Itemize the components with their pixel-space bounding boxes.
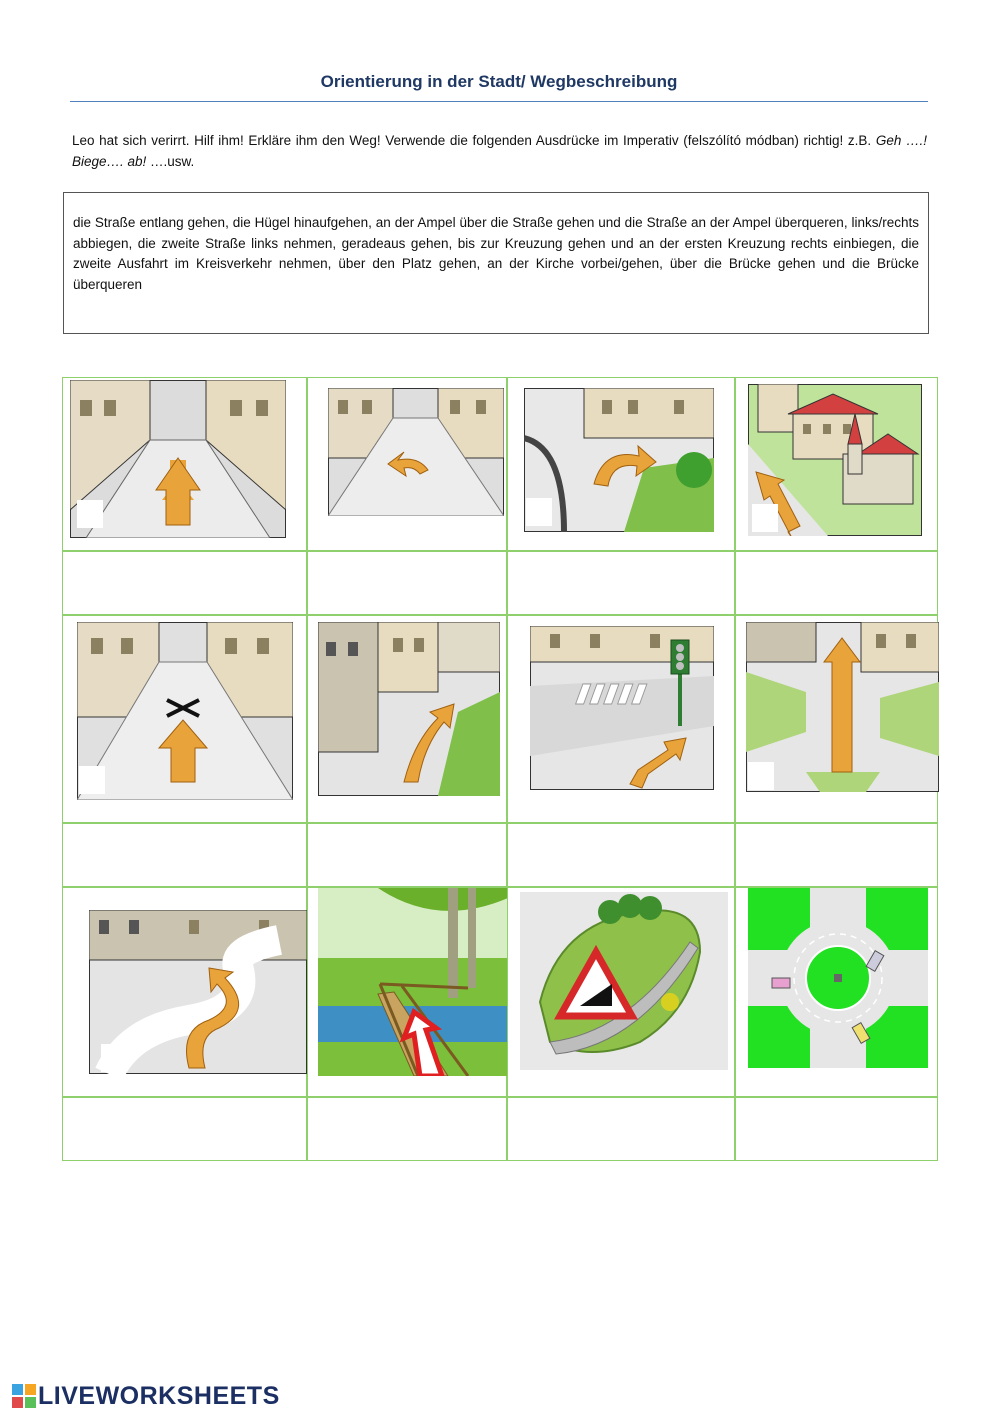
curve-right-picture <box>318 622 500 796</box>
picture-grid <box>62 377 938 1161</box>
picture-cell-1 <box>62 377 307 551</box>
picture-cell-9 <box>62 887 307 1097</box>
page-title: Orientierung in der Stadt/ Wegbeschreibung <box>320 72 678 91</box>
answer-field-3[interactable] <box>507 551 735 615</box>
roundabout-picture <box>748 888 928 1068</box>
answer-field-11[interactable] <box>507 1097 735 1161</box>
expressions-text: die Straße entlang gehen, die Hügel hinaufgehen, an der Ampel über die Straße gehen und die Straße an der Ampel überqueren, links/rechts abbiegen, die zweite Straße links nehmen, geradeaus gehen, bis zur Kreuzung gehen und an der ersten Kreuzung rechts einbiegen, die zweite Ausfahrt im Kreisverkehr nehmen, über den Platz gehen, an der Kirche vorbei/gehen, über die Brücke gehen und die Brücke überqueren <box>73 215 919 292</box>
answer-field-8[interactable] <box>735 823 938 887</box>
answer-field-9[interactable] <box>62 1097 307 1161</box>
answer-field-2[interactable] <box>307 551 507 615</box>
turn-left-picture <box>328 388 504 516</box>
liveworksheets-logo <box>12 1381 280 1411</box>
square-picture <box>746 622 939 792</box>
picture-cell-7 <box>507 615 735 823</box>
logo-brand-text: LIVEWORKSHEETS <box>38 1381 280 1410</box>
logo-blocks-icon <box>12 1384 36 1408</box>
instructions-tail: ….usw. <box>146 154 195 169</box>
checkbox-blank-3 <box>526 498 552 526</box>
crossroads-picture <box>77 622 293 800</box>
picture-cell-5 <box>62 615 307 823</box>
picture-cell-4 <box>735 377 938 551</box>
answer-field-10[interactable] <box>307 1097 507 1161</box>
picture-cell-2 <box>307 377 507 551</box>
expressions-box <box>63 192 929 334</box>
instructions-example: Geh ….! Biege…. ab! <box>72 133 927 169</box>
hill-sign-picture <box>520 892 728 1070</box>
checkbox-blank-5 <box>79 766 105 794</box>
picture-cell-8 <box>735 615 938 823</box>
answer-field-4[interactable] <box>735 551 938 615</box>
checkbox-blank-9 <box>101 1044 127 1072</box>
title-divider <box>70 101 928 102</box>
answer-field-1[interactable] <box>62 551 307 615</box>
bridge-picture <box>318 888 508 1076</box>
answer-field-6[interactable] <box>307 823 507 887</box>
checkbox-blank-1 <box>77 500 103 528</box>
picture-cell-12 <box>735 887 938 1097</box>
picture-cell-10 <box>307 887 507 1097</box>
picture-cell-11 <box>507 887 735 1097</box>
checkbox-blank-4 <box>752 504 778 532</box>
answer-field-12[interactable] <box>735 1097 938 1161</box>
instructions <box>72 130 927 172</box>
traffic-light-picture <box>530 626 714 790</box>
picture-cell-3 <box>507 377 735 551</box>
answer-field-5[interactable] <box>62 823 307 887</box>
checkbox-blank-8 <box>748 762 774 790</box>
answer-field-7[interactable] <box>507 823 735 887</box>
picture-cell-6 <box>307 615 507 823</box>
turn-right-picture <box>524 388 714 532</box>
instructions-text: Leo hat sich verirrt. Hilf ihm! Erkläre ihm den Weg! Verwende die folgenden Ausdrücke im Imperativ (felszólító módban) richtig! z.B. <box>72 133 876 148</box>
